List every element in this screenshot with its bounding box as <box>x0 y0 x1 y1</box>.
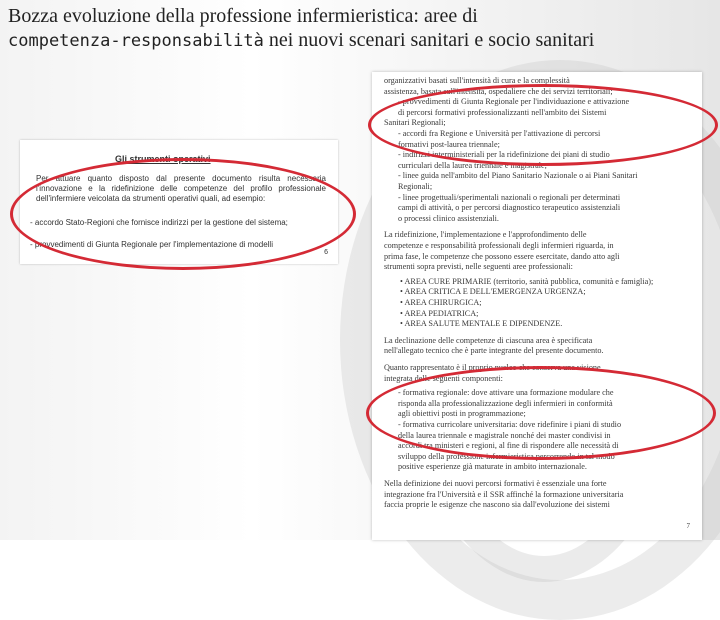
right-doc-line-text: formativa regionale: dove attivare una formazione modulare che <box>402 388 614 398</box>
right-doc-line-text: campi di attività, o per percorsi diagnostico terapeutico assistenziali <box>398 203 621 213</box>
bullet-icon: • <box>400 276 405 286</box>
dash-marker: - <box>398 388 403 398</box>
right-doc-line-text: competenze e responsabilità professionali degli infermieri riguarda, in <box>384 241 614 250</box>
title-line-1: Bozza evoluzione della professione infermieristica: aree di <box>8 5 478 27</box>
slide-title <box>8 4 720 53</box>
dash-marker: - <box>398 420 403 429</box>
right-doc-line <box>384 230 692 241</box>
right-doc-line <box>384 252 692 263</box>
dash-marker: - <box>398 97 403 107</box>
right-doc-line <box>398 182 692 193</box>
red-highlight-right-bottom <box>366 366 716 460</box>
dash-marker: - <box>398 171 403 181</box>
right-doc-line-text: della laurea triennale e magistrale nonché dei master condivisi in <box>398 430 611 440</box>
right-doc-line <box>384 346 692 357</box>
right-doc-line <box>384 479 692 490</box>
right-doc-line-text: di percorsi formativi professionalizzanti nell'ambito dei Sistemi <box>398 107 607 117</box>
right-doc-line-text: AREA CURE PRIMARIE (territorio, sanità pubblica, comunità e famiglia); <box>404 276 654 286</box>
right-doc-line-text: La ridefinizione, l'implementazione e l'approfondimento delle <box>384 230 587 240</box>
right-doc-line-text: formativi post-laurea triennale; <box>398 139 500 149</box>
right-doc-line-text: La declinazione delle competenze di ciascuna area è specificata <box>384 335 593 345</box>
bullet-icon: • <box>400 308 405 318</box>
title-rest-part: nei nuovi scenari sanitari e socio sanitari <box>263 29 595 51</box>
right-doc-line-text: Sanitari Regionali; <box>384 118 446 128</box>
right-doc-line <box>400 287 702 298</box>
right-doc-line <box>398 193 692 204</box>
right-doc-line <box>398 203 692 214</box>
right-doc-line <box>384 241 692 252</box>
right-doc-line-text: o processi clinico assistenziali. <box>398 213 499 223</box>
left-doc-heading: Gli strumenti operativi <box>115 154 211 164</box>
right-doc-line <box>384 500 692 511</box>
right-doc-line-text: organizzativi basati sull'intensità di cura e la complessità <box>384 76 570 85</box>
right-doc-line <box>400 298 702 309</box>
left-doc-item: - provvedimenti di Giunta Regionale per l'implementazione di modelli <box>30 240 273 249</box>
right-doc-line <box>398 171 692 182</box>
right-doc-line-text: Quanto rappresentato è il proprio nucleo che conserva una visione <box>384 363 601 372</box>
right-doc-line <box>398 214 692 225</box>
bullet-icon: • <box>400 319 405 329</box>
right-doc-line-text: AREA SALUTE MENTALE E DIPENDENZE. <box>404 319 563 329</box>
right-doc-line-text: accordi tra ministeri e regioni, al fine di rispondere alle necessità di <box>398 441 619 451</box>
right-doc-line-text: agli obiettivi posti in programmazione; <box>398 409 526 419</box>
bullet-icon: • <box>400 287 405 297</box>
right-doc-line-text: linee guida nell'ambito del Piano Sanitario Nazionale o ai Piani Sanitari <box>402 171 638 181</box>
right-doc-line <box>384 262 692 273</box>
right-doc-line-text: strumenti sopra previsti, nelle seguenti aree professionali: <box>384 262 573 272</box>
right-doc-line-text: positive esperienze già maturate in ambito internazionale. <box>398 462 587 472</box>
red-highlight-right-top <box>368 84 718 166</box>
right-doc-line-text: integrata delle seguenti componenti: <box>384 373 503 383</box>
right-doc-line-text: provvedimenti di Giunta Regionale per l'individuazione e attivazione <box>402 97 630 107</box>
right-doc-line <box>400 319 702 330</box>
right-doc-line-text: accordi fra Regione e Università per l'attivazione di percorsi <box>402 129 601 138</box>
right-doc-page-number: 7 <box>686 522 690 531</box>
right-doc-line-text: integrazione fra l'Università e il SSR affinché la formazione universitaria <box>384 489 624 499</box>
right-doc-line-text: indirizzi interministeriali per la ridefinizione dei piani di studio <box>402 150 610 160</box>
right-doc-line-text: curriculari della laurea triennale e magistrale; <box>398 160 547 170</box>
left-doc-item: - accordo Stato-Regioni che fornisce indirizzi per la gestione del sistema; <box>30 218 288 227</box>
right-doc-line <box>384 336 692 347</box>
dash-marker: - <box>398 129 403 138</box>
right-doc-line-text: risponda alla professionalizzazione degli infermieri in conformità <box>398 398 613 408</box>
title-mono-part: competenza-responsabilità <box>8 31 264 51</box>
left-doc-paragraph: Per attuare quanto disposto dal presente documento risulta necessaria l'innovazione e la ridefinizione delle competenze del profilo professionale dell'infermiere veicolata da strumenti operativi quali, ad esempio: <box>36 174 326 203</box>
right-doc-line-text: sviluppo della professione infermieristica percorrendo in tal modo <box>398 451 615 461</box>
right-doc-line-text: Nella definizione dei nuovi percorsi formativi è essenziale una forte <box>384 479 607 488</box>
right-doc-line <box>398 462 692 473</box>
bullet-icon: • <box>400 298 405 307</box>
right-doc-line-text: formativa curricolare universitaria: dove ridefinire i piani di studio <box>402 420 622 429</box>
right-doc-line-text: AREA PEDIATRICA; <box>404 308 479 318</box>
right-doc-line-text: nell'allegato tecnico che è parte integrante del presente documento. <box>384 346 604 356</box>
right-doc-line <box>384 490 692 501</box>
dash-marker: - <box>398 192 403 202</box>
right-doc-line-text: AREA CHIRURGICA; <box>404 298 482 307</box>
title-line-2 <box>8 28 720 53</box>
red-highlight-left <box>10 158 356 270</box>
right-doc-line-text: AREA CRITICA E DELL'EMERGENZA URGENZA; <box>404 287 586 297</box>
left-doc-page-number: 6 <box>324 249 328 256</box>
right-doc-line-text: prima fase, le competenze che possono essere esercitate, dando atto agli <box>384 251 620 261</box>
right-doc-line-text: assistenza, basata sull'intensità, ospedaliere che dei servizi territoriali; <box>384 86 613 96</box>
right-doc-line <box>400 277 702 288</box>
right-doc-line-text: Regionali; <box>398 182 433 191</box>
right-doc-line-text: faccia proprie le esigenze che nascono sia dall'evoluzione dei sistemi <box>384 500 610 510</box>
dash-marker: - <box>398 150 403 160</box>
right-doc-line <box>400 309 702 320</box>
right-doc-line-text: linee progettuali/sperimentali nazionali o regionali per determinati <box>402 192 621 202</box>
